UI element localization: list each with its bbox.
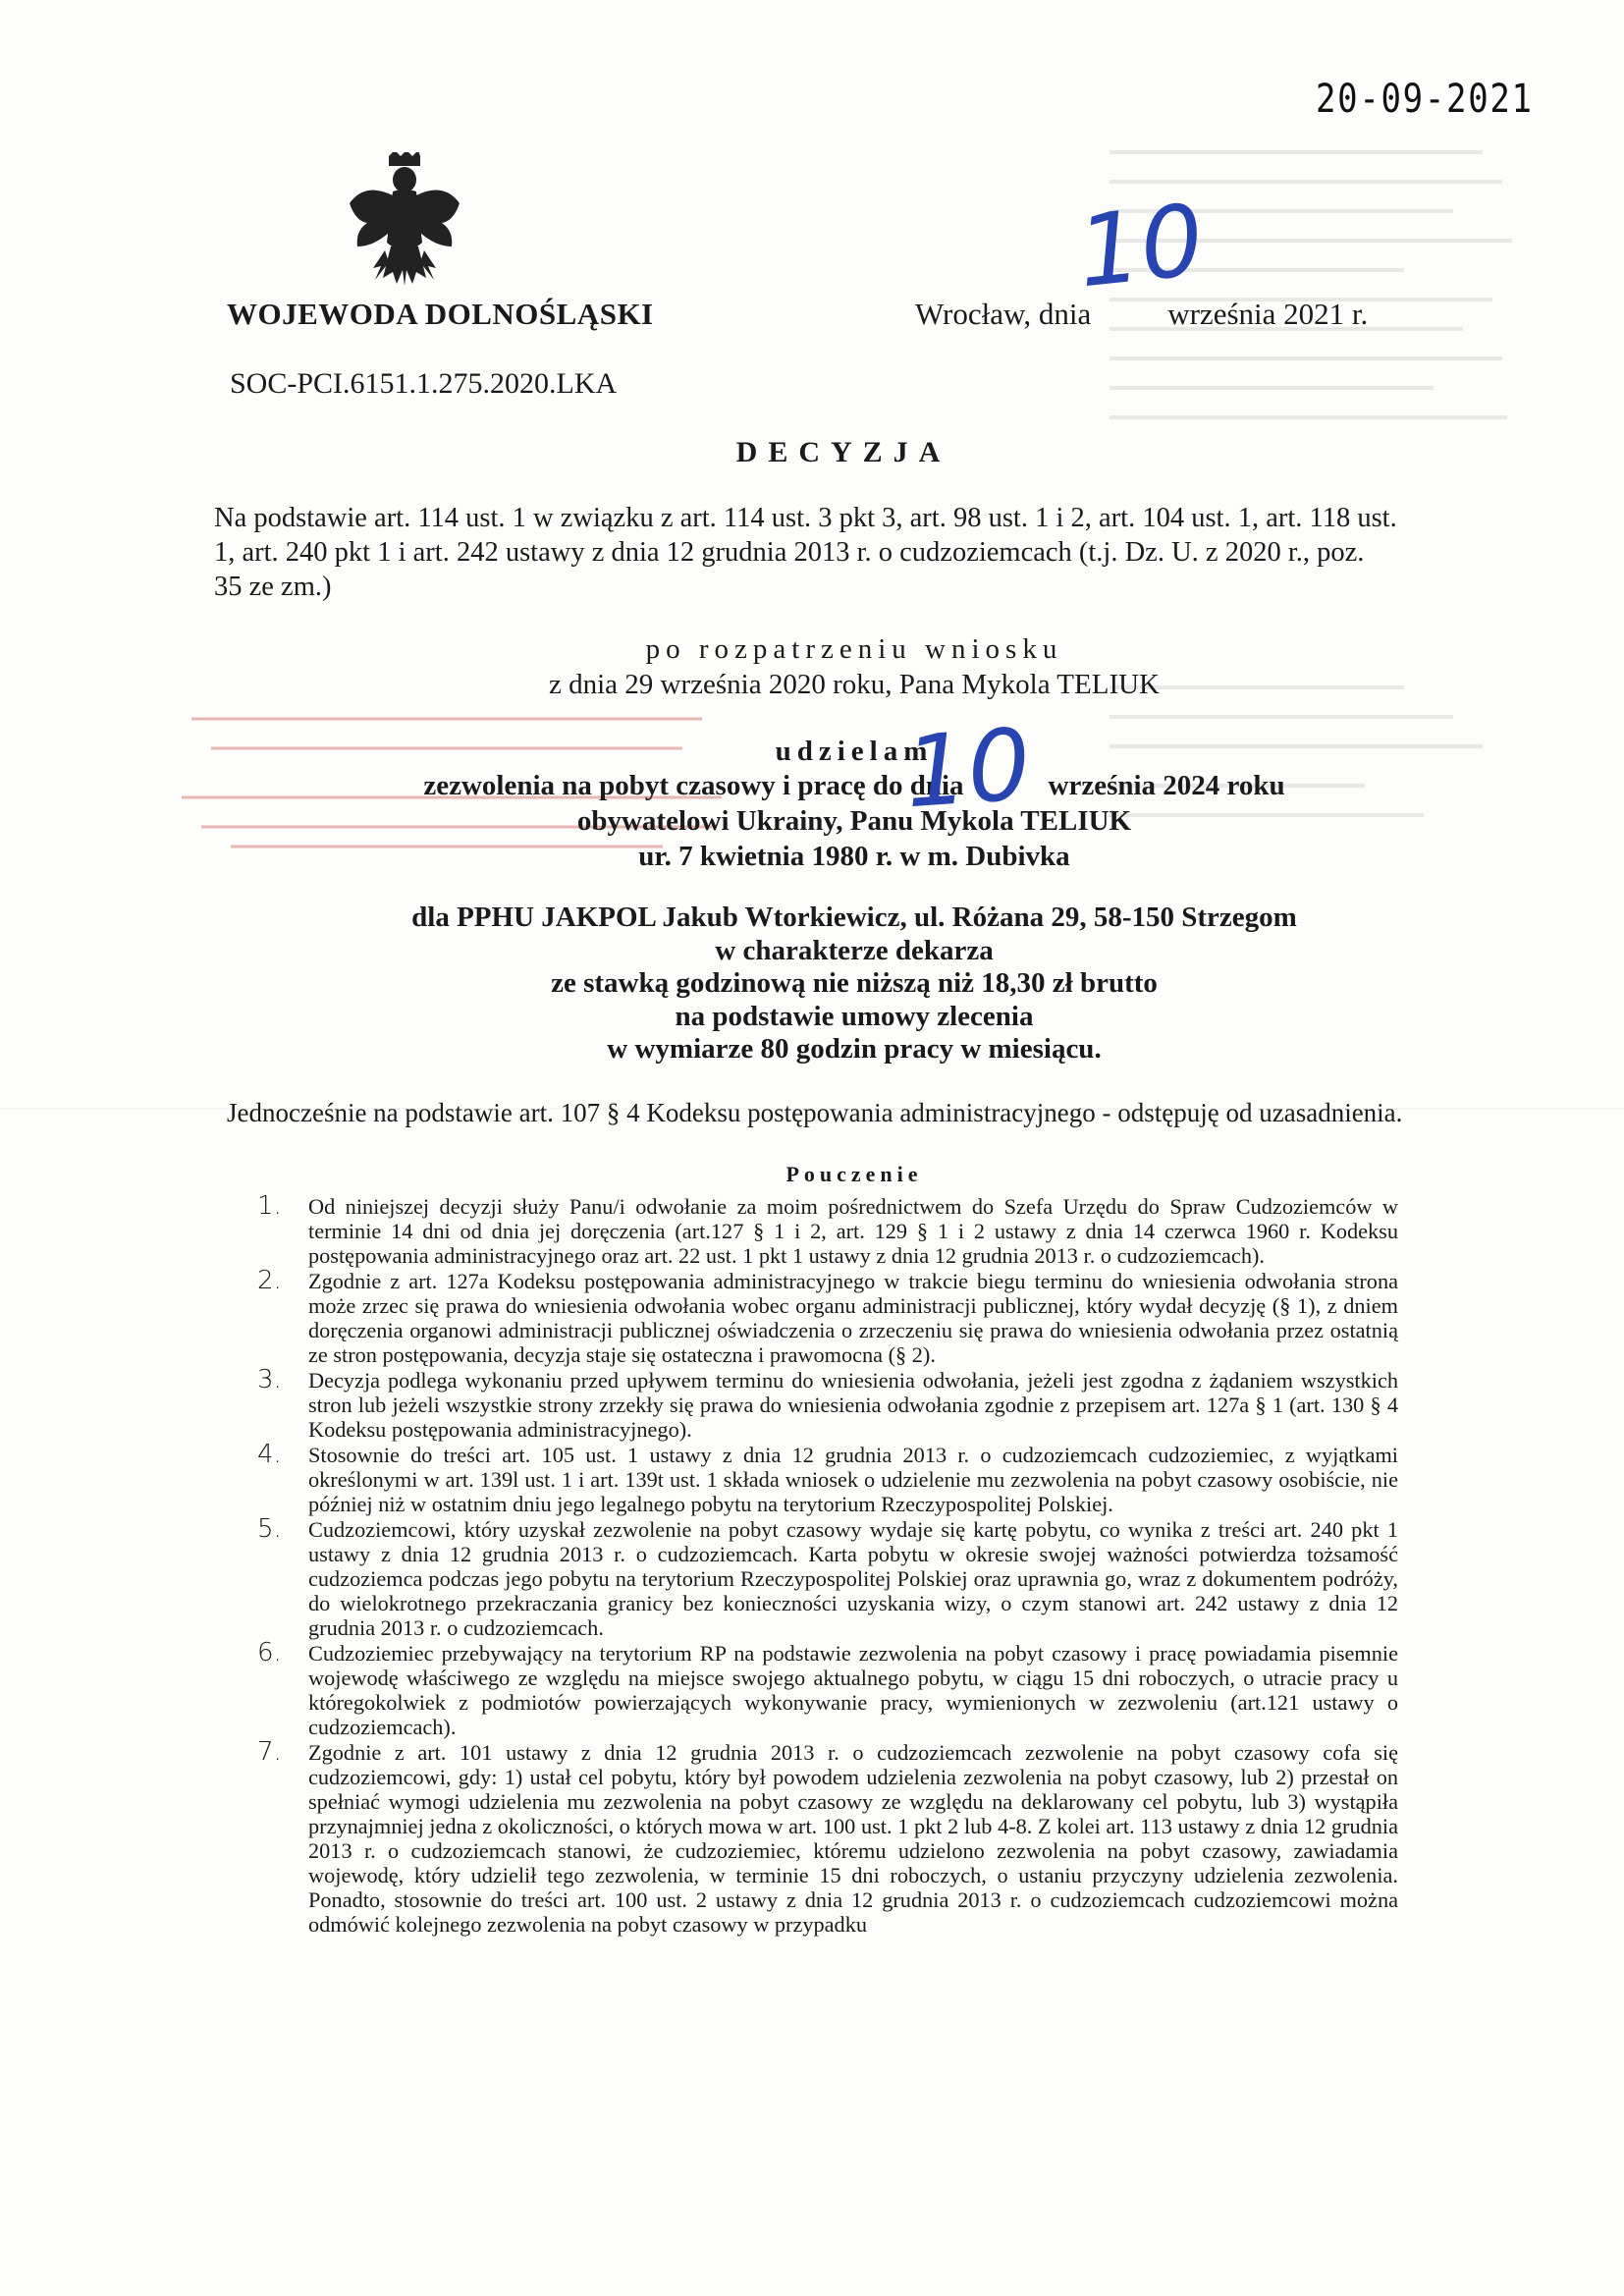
application-line-1: po rozpatrzeniu wniosku [645, 633, 1063, 665]
handwritten-issue-day: 10 [1072, 182, 1210, 310]
employment-line: ze stawką godzinową nie niższą niż 18,30 zł brutto [551, 967, 1158, 999]
application-line-2: z dnia 29 września 2020 roku, Pana Mykola TELIUK [548, 669, 1160, 700]
list-item-text: Od niniejszej decyzji służy Panu/i odwołanie za moim pośrednictwem do Szefa Urzędu do Spraw Cudzoziemców w terminie 14 dni od dnia jej doręczenia (art.127 § 1 i 2, art. 129 § 1 i 2 ustawy z dnia 14 czerwca 1960 r. Kodeksu postępowania administracyjnego oraz art. 22 ust. 1 pkt 1 ustawy z dnia 12 grudnia 2013 r. o cudzoziemcach). [308, 1194, 1398, 1268]
employment-conditions [0, 902, 1624, 1066]
permit-birth: ur. 7 kwietnia 1980 r. w m. Dubivka [638, 841, 1070, 872]
list-item-text: Cudzoziemcowi, który uzyskał zezwolenie na pobyt czasowy wydaje się kartę pobytu, co wynika z treści art. 240 pkt 1 ustawy z dnia 12 grudnia 2013 r. o cudzoziemcach. Karta pobytu w okresie swojej ważności potwierdza tożsamość cudzoziemca podczas jego pobytu na terytorium Rzeczypospolitej Polskiej oraz uprawnia go, wraz z dokumentem podróży, do wielokrotnego przekraczania granicy bez konieczności uzyskania wizy, o czym stanowi art. 242 ustawy z dnia 12 grudnia 2013 r. o cudzoziemcach. [308, 1517, 1398, 1640]
case-number: SOC-PCI.6151.1.275.2020.LKA [230, 367, 618, 400]
list-item [257, 1638, 1398, 1739]
place-date-label: Wrocław, dnia [915, 297, 1092, 331]
list-item [257, 1737, 1398, 1937]
list-item-number: 7. [257, 1737, 282, 1767]
list-item-number: 2. [257, 1266, 282, 1295]
permit-citizen: obywatelowi Ukrainy, Panu Mykola TELIUK [576, 805, 1132, 837]
list-item [257, 1365, 1398, 1442]
grant-verb: udzielam [775, 736, 934, 767]
issuing-authority: WOJEWODA DOLNOŚLĄSKI [227, 297, 654, 331]
permit-suffix: września 2024 roku [1048, 770, 1285, 801]
employment-line: w wymiarze 80 godzin pracy w miesiącu. [607, 1033, 1102, 1065]
received-date-stamp: 20-09-2021 [1316, 77, 1534, 122]
employment-line: w charakterze dekarza [715, 934, 994, 966]
list-item-text: Zgodnie z art. 127a Kodeksu postępowania administracyjnego w trakcie biegu terminu do wniesienia odwołania strona może zrzec się prawa do wniesienia odwołania wobec organu administracji publicznej, który wydał decyzję (§ 1), z dniem doręczenia organowi administracji publicznej oświadczenia o zrzeczeniu się prawa do wniesienia odwołania przez ostatnią ze stron postępowania, decyzja staje się ostateczna i prawomocna (§ 2). [308, 1269, 1398, 1367]
instructions-list [257, 1191, 1398, 1938]
employment-line: dla PPHU JAKPOL Jakub Wtorkiewicz, ul. Różana 29, 58-150 Strzegom [411, 902, 1297, 933]
list-item-number: 3. [257, 1365, 282, 1394]
permit-validity [84, 768, 1624, 803]
list-item-number: 4. [257, 1440, 282, 1469]
legal-basis-paragraph: Na podstawie art. 114 ust. 1 w związku z art. 114 ust. 3 pkt 3, art. 98 ust. 1 i 2, art. 104 ust. 1, art. 118 ust. 1, art. 240 pkt 1 i art. 242 ustawy z dnia 12 grudnia 2013 r. o cudzoziemcach (t.j. Dz. U. z 2020 r., poz. 35 ze zm.) [214, 503, 1397, 602]
polish-eagle-emblem [346, 152, 463, 290]
list-item [257, 1440, 1398, 1516]
list-item-text: Zgodnie z art. 101 ustawy z dnia 12 grudnia 2013 r. o cudzoziemcach zezwolenie na pobyt czasowy cofa się cudzoziemcowi, gdy: 1) ustał cel pobytu, który był powodem udzielenia zezwolenia na pobyt czasowy, lub 2) przestał on spełniać wymogi udzielenia mu zezwolenia na pobyt czasowy ze względu na deklarowany cel pobytu, lub 3) wystąpiła przynajmniej jedna z okoliczności, o których mowa w art. 100 ust. 1 pkt 2 lub 4-8. Z kolei art. 113 ustawy z dnia 12 grudnia 2013 r. o cudzoziemcach stanowi, że cudzoziemiec, któremu udzielono zezwolenia na pobyt czasowy, zawiadamia wojewodę, który udzielił tego zezwolenia, w terminie 15 dni roboczych, o ustaniu przyczyny udzielenia zezwolenia. Ponadto, stosownie do treści art. 100 ust. 2 ustawy z dnia 12 grudnia 2013 r. o cudzoziemcach cudzoziemcowi można odmówić kolejnego zezwolenia na pobyt czasowy w przypadku [308, 1740, 1398, 1937]
document-title: DECYZJA [735, 436, 951, 468]
instructions-title: Pouczenie [785, 1162, 923, 1186]
list-item-number: 5. [257, 1514, 282, 1544]
employment-line: na podstawie umowy zlecenia [675, 1000, 1034, 1032]
list-item-text: Stosownie do treści art. 105 ust. 1 ustawy z dnia 12 grudnia 2013 r. o cudzoziemcach cudzoziemiec, z wyjątkami określonymi w art. 139l ust. 1 i art. 139t ust. 1 składa wniosek o udzielenie mu zezwolenia na pobyt czasowy osobiście, nie później niż w ostatnim dniu jego legalnego pobytu na terytorium Rzeczypospolitej Polskiej. [308, 1443, 1398, 1516]
list-item-number: 1. [257, 1191, 282, 1221]
list-item-text: Cudzoziemiec przebywający na terytorium RP na podstawie zezwolenia na pobyt czasowy i pracę powiadamia pisemnie wojewodę właściwego ze względu na miejsce swojego aktualnego pobytu, w ciągu 15 dni roboczych, o utracie pracy u któregokolwiek z podmiotów powierzających wykonywanie pracy, wymienionych w zezwoleniu (art.121 ustawy o cudzoziemcach). [308, 1641, 1398, 1739]
additional-statement: Jednocześnie na podstawie art. 107 § 4 Kodeksu postępowania administracyjnego - odstępuję od uzasadnienia. [227, 1098, 1403, 1127]
date-month-year: września 2021 r. [1167, 297, 1369, 331]
grant-details [0, 768, 1624, 874]
list-item-text: Decyzja podlega wykonaniu przed upływem terminu do wniesienia odwołania, jeżeli jest zgodna z żądaniem wszystkich stron lub jeżeli wszystkie strony zrzekły się prawa do wniesienia odwołania zgodnie z przepisem art. 127a § 1 (art. 130 § 4 Kodeksu postępowania administracyjnego). [308, 1368, 1398, 1442]
list-item [257, 1191, 1398, 1268]
list-item-number: 6. [257, 1638, 282, 1667]
permit-prefix: zezwolenia na pobyt czasowy i pracę do dnia [423, 770, 964, 801]
handwritten-permit-day: 10 [901, 706, 1035, 831]
list-item [257, 1266, 1398, 1367]
list-item [257, 1514, 1398, 1640]
